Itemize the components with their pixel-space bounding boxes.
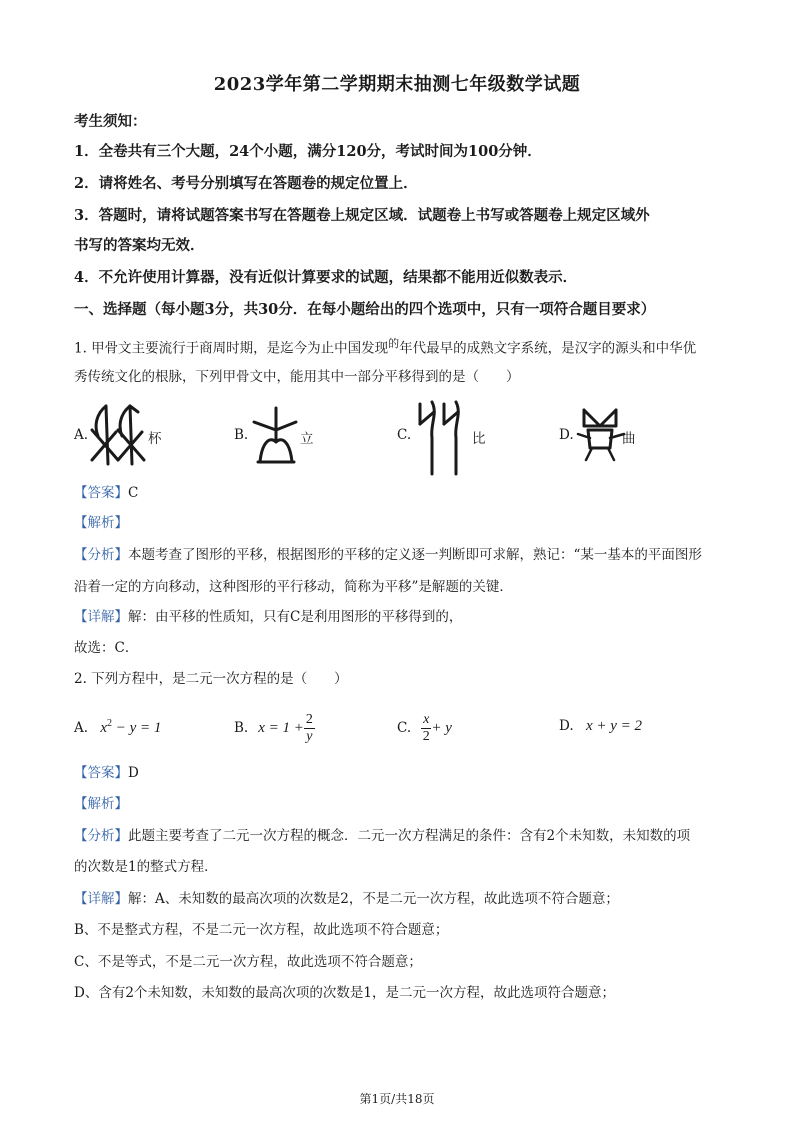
q1-answer-tag: 【答案】 — [74, 485, 128, 501]
section-heading: 一、选择题（每小题3分，共30分．在每小题给出的四个选项中，只有一项符合题目要求） — [74, 301, 656, 318]
q2-option-b — [234, 706, 315, 750]
notice-item-3-cont: 书写的答案均无效． — [74, 237, 205, 254]
notice-item-3: 3．答题时，请将试题答案书写在答题卷上规定区域．试题卷上书写或答题卷上规定区域外 — [74, 207, 650, 224]
q2-a-exponent: 2 — [107, 718, 113, 729]
q2-option-b-fraction — [304, 712, 315, 745]
q1-fenxi-line1 — [74, 541, 702, 570]
q2-detail-a: 解：A、未知数的最高次项的次数是2，不是二元一次方程，故此选项不符合题意； — [128, 891, 619, 907]
q2-fenxi-tag: 【分析】 — [74, 828, 128, 844]
q1-option-d-letter: D. — [559, 427, 574, 443]
q2-option-a-letter: A. — [74, 720, 89, 736]
q2-fenxi-line1 — [74, 822, 690, 851]
q1-fenxi-tag: 【分析】 — [74, 547, 128, 563]
q1-xiangjie-tag: 【详解】 — [74, 609, 128, 625]
q1-fenxi-text: 本题考查了图形的平移，根据图形的平移的定义逐一判断即可求解，熟记：“某一基本的平面图形 — [128, 547, 702, 563]
q2-answer — [74, 759, 139, 788]
q1-option-d-char: 曲 — [622, 431, 636, 447]
q1-stem-b: 年代最早的成熟文字系统，是汉字的源头和中华优 — [399, 340, 697, 357]
q2-option-c-fraction — [421, 712, 431, 745]
q1-stem-line2: 秀传统文化的根脉，下列甲骨文中，能用其中一部分平移得到的是（ ） — [74, 369, 520, 385]
q2-answer-value: D — [128, 765, 139, 781]
q1-jiexi-tag: 【解析】 — [74, 515, 128, 531]
q2-a-x: x — [100, 720, 108, 736]
q2-xiangjie-tag: 【详解】 — [74, 891, 128, 907]
q2-xiangjie-a — [74, 885, 619, 914]
q2-option-a — [74, 718, 161, 737]
q2-option-c-rest: + y — [431, 719, 452, 736]
q2-detail-c: C、不是等式，不是二元一次方程，故此选项不符合题意； — [74, 954, 422, 970]
q2-option-b-lhs: x = 1 + — [258, 719, 304, 736]
q2-option-d-letter: D. — [559, 718, 574, 734]
q2-detail-d: D、含有2个未知数，未知数的最高次项的次数是1，是二元一次方程，故此选项符合题意； — [74, 985, 616, 1001]
q2-option-b-letter: B. — [234, 720, 249, 736]
q2-b-numerator: 2 — [305, 711, 313, 727]
q2-detail-b: B、不是整式方程，不是二元一次方程，故此选项不符合题意； — [74, 922, 449, 938]
q1-answer-value: C — [128, 485, 139, 501]
q1-xiangjie — [74, 603, 462, 632]
q2-answer-tag: 【答案】 — [74, 765, 128, 781]
q2-option-a-expr — [100, 720, 161, 736]
q2-c-denominator: 2 — [422, 728, 430, 744]
oracle-qu-icon — [574, 404, 628, 464]
q2-option-c-letter: C. — [397, 720, 412, 736]
notice-item-2: 2．请将姓名、考号分别填写在答题卷的规定位置上． — [74, 175, 418, 192]
q2-fenxi-line2: 的次数是1的整式方程． — [74, 859, 218, 875]
q1-option-a-char: 杯 — [148, 431, 162, 447]
q1-stem-sup: 的 — [388, 337, 400, 350]
oracle-bi-icon — [412, 394, 470, 478]
q1-option-c-char: 比 — [472, 431, 486, 447]
notice-item-1: 1．全卷共有三个大题，24个小题，满分120分，考试时间为100分钟． — [74, 143, 542, 160]
q1-option-a-letter: A. — [74, 427, 89, 443]
q1-option-b-letter: B. — [234, 427, 249, 443]
q2-jiexi-tag: 【解析】 — [74, 796, 128, 812]
q2-option-d-expr: x + y = 2 — [585, 718, 642, 734]
oracle-bei-icon — [88, 400, 150, 468]
page-title: 2023学年第二学期期末抽测七年级数学试题 — [213, 74, 581, 95]
notice-item-4: 4．不允许使用计算器，没有近似计算要求的试题，结果都不能用近似数表示． — [74, 269, 578, 286]
q1-fenxi-line2: 沿着一定的方向移动，这种图形的平行移动，简称为平移”是解题的关键． — [74, 579, 513, 595]
q2-b-denominator: y — [306, 728, 313, 744]
oracle-li-icon — [248, 402, 300, 466]
q1-option-b-char: 立 — [300, 431, 314, 447]
q2-fenxi-text: 此题主要考查了二元一次方程的概念．二元一次方程满足的条件：含有2个未知数，未知数的项 — [128, 828, 691, 844]
q1-stem-a: 1. 甲骨文主要流行于商周时期，是迄今为止中国发现 — [74, 340, 389, 357]
q1-guxuan: 故选：C． — [74, 640, 139, 656]
q2-stem: 2. 下列方程中，是二元一次方程的是（ ） — [74, 671, 348, 687]
q2-c-numerator: x — [423, 711, 430, 727]
q2-option-d — [559, 718, 642, 735]
q1-answer — [74, 479, 138, 508]
q2-a-rest: − y = 1 — [112, 720, 162, 736]
q1-xiangjie-text: 解：由平移的性质知，只有C是利用图形的平移得到的， — [128, 609, 463, 625]
notice-heading: 考生须知： — [74, 113, 147, 130]
q2-option-c — [397, 706, 452, 750]
page-footer: 第1页/共18页 — [359, 1092, 435, 1106]
q1-stem-line1 — [74, 329, 696, 364]
q1-option-c-letter: C. — [397, 427, 412, 443]
